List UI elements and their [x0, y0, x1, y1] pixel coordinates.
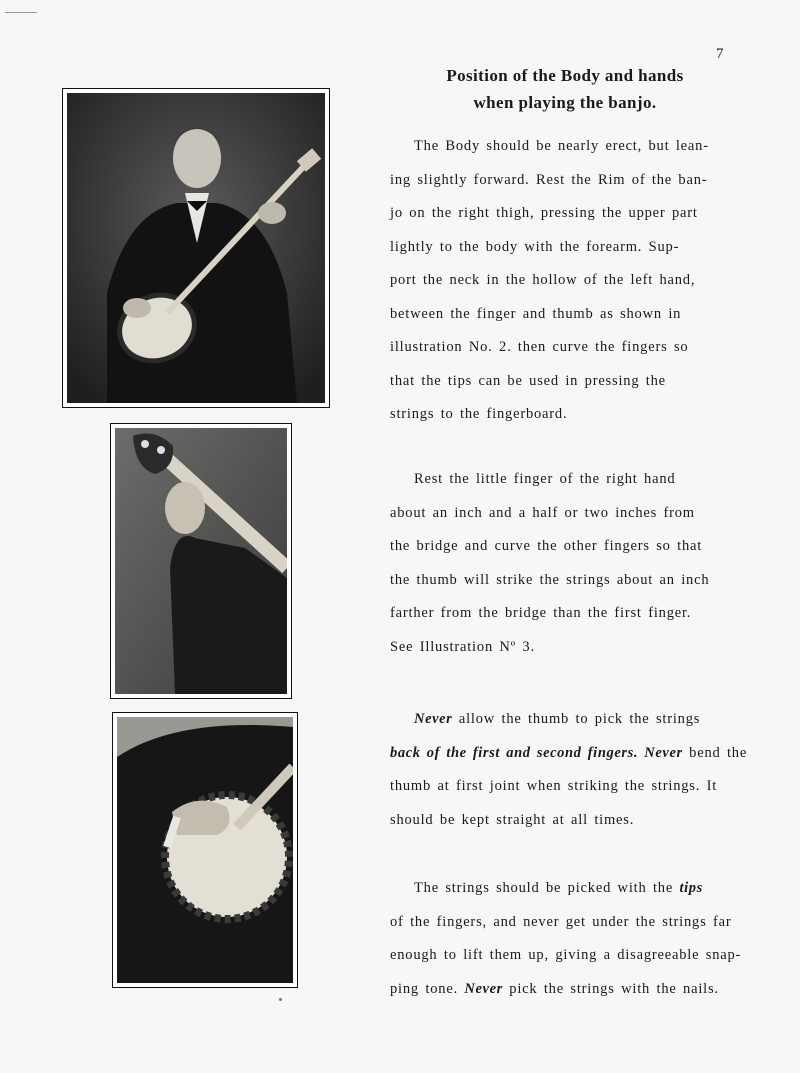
text-line: farther from the bridge than the first finger.	[390, 605, 692, 621]
title-line-2: when playing the banjo.	[473, 93, 657, 112]
text-line: The Body should be nearly erect, but lean-	[414, 138, 709, 154]
corner-mark	[5, 12, 37, 13]
text-line	[390, 872, 745, 906]
text-segment: ping tone.	[390, 980, 465, 997]
emphasis-never: Never	[414, 711, 453, 727]
page-number: 7	[716, 46, 724, 62]
paragraph-right-hand	[390, 463, 745, 664]
emphasis-tips: tips	[679, 880, 703, 896]
seated-player-photo	[62, 88, 330, 408]
text-line: port the neck in the hollow of the left hand,	[390, 272, 696, 288]
text-line: about an inch and a half or two inches from	[390, 504, 695, 521]
emphasis-never: Never	[464, 980, 503, 997]
text-line: See Illustration Nº 3.	[390, 638, 535, 655]
text-line: enough to lift them up, giving a disagreeable snap-	[390, 947, 742, 963]
paragraph-picking	[390, 872, 745, 1006]
text-line: Rest the little finger of the right hand	[414, 471, 676, 487]
text-segment: The strings should be picked with the	[414, 880, 680, 896]
text-segment: allow the thumb to pick the strings	[452, 711, 701, 727]
paper-speck	[279, 998, 282, 1001]
text-line: jo on the right thigh, pressing the upper part	[390, 205, 698, 221]
text-line: illustration No. 2. then curve the fingers so	[390, 339, 689, 355]
paragraph-thumb	[390, 703, 748, 837]
paragraph-body-position	[390, 130, 745, 432]
right-hand-picking-photo	[112, 712, 298, 988]
text-line: ing slightly forward. Rest the Rim of the ban-	[390, 171, 708, 188]
text-line	[390, 737, 748, 771]
text-line	[390, 973, 745, 1007]
text-line: the bridge and curve the other fingers so that	[390, 538, 703, 554]
title-line-1: Position of the Body and hands	[446, 66, 684, 85]
emphasis-back-of-fingers: back of the first and second fingers. Never	[390, 744, 683, 761]
text-line: should be kept straight at all times.	[390, 811, 635, 828]
text-line: lightly to the body with the forearm. Sup-	[390, 238, 680, 255]
text-line: the thumb will strike the strings about an inch	[390, 571, 710, 588]
text-line: of the fingers, and never get under the strings far	[390, 913, 732, 930]
page-title	[395, 62, 735, 116]
text-segment: bend the	[682, 744, 748, 761]
text-segment: pick the strings with the nails.	[502, 980, 719, 997]
text-line: between the finger and thumb as shown in	[390, 305, 682, 322]
text-line: thumb at first joint when striking the strings. It	[390, 778, 718, 794]
text-line: that the tips can be used in pressing the	[390, 372, 666, 389]
text-line: strings to the fingerboard.	[390, 406, 568, 422]
text-line	[390, 703, 745, 737]
left-hand-neck-photo	[110, 423, 292, 699]
